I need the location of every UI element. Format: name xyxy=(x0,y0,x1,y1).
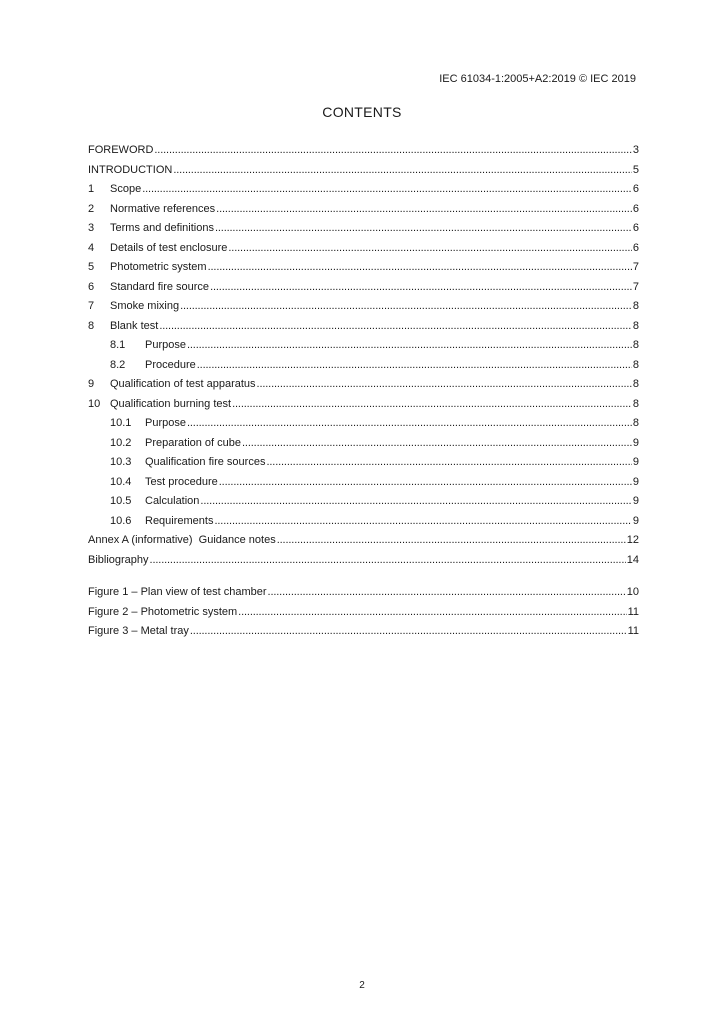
dot-leader xyxy=(257,378,632,390)
toc-entry-title: FOREWORD xyxy=(88,144,154,156)
dot-leader xyxy=(216,203,632,215)
toc-entry-number: 9 xyxy=(88,378,95,390)
toc-entry-page: 7 xyxy=(632,261,639,273)
toc-entry-title: Photometric system xyxy=(110,261,207,273)
dot-leader xyxy=(187,339,632,351)
toc-entry-number: 8.2 xyxy=(110,358,126,371)
toc-entry-normative-references[interactable] xyxy=(88,203,639,223)
toc-entry-calculation[interactable] xyxy=(88,495,639,515)
toc-entry-burning-purpose[interactable] xyxy=(88,417,639,437)
toc-entry-page: 8 xyxy=(632,339,639,351)
toc-entry-number: 10.4 xyxy=(110,475,132,488)
toc-entry-title: Preparation of cube xyxy=(145,436,242,449)
toc-entry-foreword[interactable] xyxy=(88,144,639,164)
toc-entry-title: Annex A (informative) Guidance notes xyxy=(88,534,276,546)
figure-entry-title: Figure 1 – Plan view of test chamber xyxy=(88,586,267,598)
dot-leader xyxy=(200,495,631,507)
dot-leader xyxy=(266,456,631,468)
toc-entry-title: Terms and definitions xyxy=(110,222,214,234)
dot-leader xyxy=(277,534,626,546)
dot-leader xyxy=(219,476,632,488)
toc-entry-title: Procedure xyxy=(145,358,196,371)
toc-entry-page: 3 xyxy=(632,144,639,156)
dot-leader xyxy=(173,164,632,176)
toc-entry-title: Qualification fire sources xyxy=(145,456,266,468)
toc-entry-page: 12 xyxy=(626,534,639,546)
toc-entry-number: 8.1 xyxy=(110,339,126,351)
toc-entry-number: 1 xyxy=(88,183,95,195)
toc-entry-page: 14 xyxy=(626,553,639,566)
dot-leader xyxy=(228,242,631,254)
toc-entry-title: Test procedure xyxy=(145,475,218,488)
toc-entry-title: Purpose xyxy=(145,417,186,429)
toc-entry-number: 10.3 xyxy=(110,456,132,468)
toc-entry-requirements[interactable] xyxy=(88,515,639,535)
figure-entry-page: 11 xyxy=(627,605,639,618)
toc-entry-page: 6 xyxy=(632,202,639,215)
toc-entry-terms-and-definitions[interactable] xyxy=(88,222,639,242)
toc-entry-number: 2 xyxy=(88,202,95,215)
toc-entry-page: 8 xyxy=(632,300,639,312)
dot-leader xyxy=(215,222,632,234)
toc-entry-title: Requirements xyxy=(145,514,214,527)
toc-entry-number: 7 xyxy=(88,300,95,312)
toc-entry-page: 5 xyxy=(632,163,639,176)
toc-entry-number: 10.1 xyxy=(110,417,132,429)
toc-entry-qualification-apparatus[interactable] xyxy=(88,378,639,398)
toc-entry-title: Bibliography xyxy=(88,553,149,566)
dot-leader xyxy=(180,300,632,312)
toc-entry-test-procedure[interactable] xyxy=(88,476,639,496)
document-header: IEC 61034-1:2005+A2:2019 © IEC 2019 xyxy=(439,73,636,85)
dot-leader xyxy=(242,437,632,449)
figure-entry-page: 10 xyxy=(626,586,639,598)
dot-leader xyxy=(210,281,632,293)
toc-entry-page: 7 xyxy=(632,280,639,293)
toc-entry-page: 9 xyxy=(632,495,639,507)
dot-leader xyxy=(159,320,632,332)
figure-entry-title: Figure 2 – Photometric system xyxy=(88,605,238,618)
figure-entry-page: 11 xyxy=(627,625,639,637)
toc-entry-title: Qualification burning test xyxy=(110,397,232,410)
toc-entry-page: 8 xyxy=(632,417,639,429)
toc-entry-page: 8 xyxy=(632,319,639,332)
dot-leader xyxy=(197,359,632,371)
toc-entry-number: 3 xyxy=(88,222,95,234)
toc-entry-title: Smoke mixing xyxy=(110,300,180,312)
toc-entry-preparation-of-cube[interactable] xyxy=(88,437,639,457)
toc-entry-title: Blank test xyxy=(110,319,159,332)
toc-entry-page: 6 xyxy=(632,222,639,234)
toc-entry-number: 6 xyxy=(88,280,95,293)
dot-leader xyxy=(268,586,626,598)
contents-title: CONTENTS xyxy=(322,104,402,120)
toc-entry-bibliography[interactable] xyxy=(88,554,639,574)
toc-entry-page: 8 xyxy=(632,358,639,371)
dot-leader xyxy=(154,144,631,156)
section-gap xyxy=(88,573,639,586)
toc-entry-title: Purpose xyxy=(145,339,186,351)
toc-entry-test-enclosure[interactable] xyxy=(88,242,639,262)
toc-entry-blank-test-purpose[interactable] xyxy=(88,339,639,359)
toc-entry-qualification-fire-sources[interactable] xyxy=(88,456,639,476)
toc-entry-photometric-system[interactable] xyxy=(88,261,639,281)
dot-leader xyxy=(232,398,632,410)
dot-leader xyxy=(187,417,632,429)
toc-entry-blank-test-procedure[interactable] xyxy=(88,359,639,379)
toc-entry-number: 10.5 xyxy=(110,495,132,507)
dot-leader xyxy=(142,183,632,195)
dot-leader xyxy=(190,625,627,637)
table-of-contents xyxy=(88,144,639,645)
figure-entry-title: Figure 3 – Metal tray xyxy=(88,625,189,637)
toc-entry-annex-a[interactable] xyxy=(88,534,639,554)
toc-entry-number: 8 xyxy=(88,319,95,332)
toc-entry-page: 9 xyxy=(632,514,639,527)
toc-entry-title: Scope xyxy=(110,183,142,195)
toc-entry-scope[interactable] xyxy=(88,183,639,203)
figure-entry-2[interactable] xyxy=(88,606,639,626)
figure-entry-1[interactable] xyxy=(88,586,639,606)
toc-entry-page: 9 xyxy=(632,456,639,468)
toc-entry-page: 6 xyxy=(632,241,639,254)
toc-entry-title: Normative references xyxy=(110,202,216,215)
toc-entry-introduction[interactable] xyxy=(88,164,639,184)
toc-entry-title: Details of test enclosure xyxy=(110,241,228,254)
toc-entry-page: 8 xyxy=(632,378,639,390)
toc-entry-qualification-burning-test[interactable] xyxy=(88,398,639,418)
toc-entry-title: Standard fire source xyxy=(110,280,210,293)
toc-entry-page: 9 xyxy=(632,436,639,449)
toc-entry-page: 9 xyxy=(632,475,639,488)
figure-entry-3[interactable] xyxy=(88,625,639,645)
dot-leader xyxy=(214,515,631,527)
toc-entry-number: 5 xyxy=(88,261,95,273)
dot-leader xyxy=(208,261,632,273)
toc-entry-title: INTRODUCTION xyxy=(88,163,173,176)
toc-entry-number: 10.6 xyxy=(110,514,132,527)
toc-entry-number: 10.2 xyxy=(110,436,132,449)
page-number: 2 xyxy=(359,980,365,991)
toc-entry-standard-fire-source[interactable] xyxy=(88,281,639,301)
toc-entry-number: 10 xyxy=(88,397,101,410)
toc-entry-number: 4 xyxy=(88,241,95,254)
dot-leader xyxy=(238,606,626,618)
toc-entry-smoke-mixing[interactable] xyxy=(88,300,639,320)
dot-leader xyxy=(150,554,626,566)
toc-entry-title: Calculation xyxy=(145,495,200,507)
toc-entry-page: 6 xyxy=(632,183,639,195)
toc-entry-title: Qualification of test apparatus xyxy=(110,378,256,390)
toc-entry-blank-test[interactable] xyxy=(88,320,639,340)
toc-entry-page: 8 xyxy=(632,397,639,410)
